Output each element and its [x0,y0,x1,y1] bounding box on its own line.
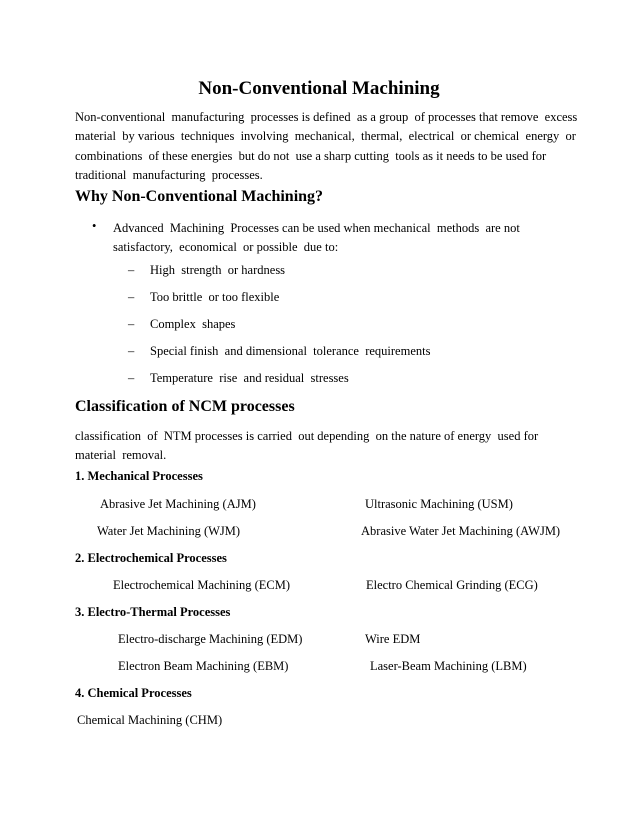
why-bullet-text [113,219,553,258]
dash-marker: – [128,371,135,385]
electrothermal-heading: 3. Electro-Thermal Processes [75,605,231,619]
process-item: Electron Beam Machining (EBM) [118,659,289,673]
dash-marker: – [128,290,135,304]
chemical-heading: 4. Chemical Processes [75,686,192,700]
mechanical-heading: 1. Mechanical Processes [75,469,203,483]
dash-marker: – [128,263,135,277]
reason-item [128,371,349,386]
dash-marker: – [128,317,135,331]
intro-line: combinations of these energies but do not use a sharp cutting tools as it needs to be used for [75,148,547,163]
document-title: Non-Conventional Machining [198,78,440,99]
bullet-line: satisfactory, economical or possible due to: [113,240,339,255]
reason-item [128,317,235,332]
reason-item [128,263,285,278]
reason-text: Special finish and dimensional tolerance requirements [150,344,431,358]
process-item: Abrasive Water Jet Machining (AWJM) [361,524,561,538]
dash-marker: – [128,344,135,358]
process-item: Electro-discharge Machining (EDM) [118,632,303,646]
intro-paragraph [75,108,578,185]
process-item: Chemical Machining (CHM) [77,713,223,727]
bullet-line: Advanced Machining Processes can be used when mechanical methods are not [113,221,520,235]
reason-item [128,290,279,305]
reason-text: Too brittle or too flexible [150,290,280,304]
process-item: Electrochemical Machining (ECM) [113,578,291,592]
why-heading: Why Non-Conventional Machining? [75,188,324,205]
process-item: Water Jet Machining (WJM) [97,524,241,538]
bullet-marker: • [92,219,97,233]
process-item: Electro Chemical Grinding (ECG) [366,578,538,592]
reason-text: Temperature rise and residual stresses [150,371,349,385]
process-item: Abrasive Jet Machining (AJM) [100,497,256,511]
intro-line: Non-conventional manufacturing processes is defined as a group of processes that remove excess [75,110,578,124]
intro-line: traditional manufacturing processes. [75,167,263,182]
classification-line: material removal. [75,448,167,463]
process-item: Ultrasonic Machining (USM) [365,497,513,511]
intro-line: material by various techniques involving mechanical, thermal, electrical or chemical energy or [75,129,576,144]
classification-line: classification of NTM processes is carried out depending on the nature of energy used for [75,429,539,443]
reason-text: Complex shapes [150,317,236,331]
process-item: Wire EDM [365,632,421,646]
classification-paragraph [75,427,565,466]
classification-heading: Classification of NCM processes [75,398,295,415]
reason-text: High strength or hardness [150,263,286,277]
reason-item [128,344,430,359]
electrochemical-heading: 2. Electrochemical Processes [75,551,227,565]
process-item: Laser-Beam Machining (LBM) [370,659,527,673]
